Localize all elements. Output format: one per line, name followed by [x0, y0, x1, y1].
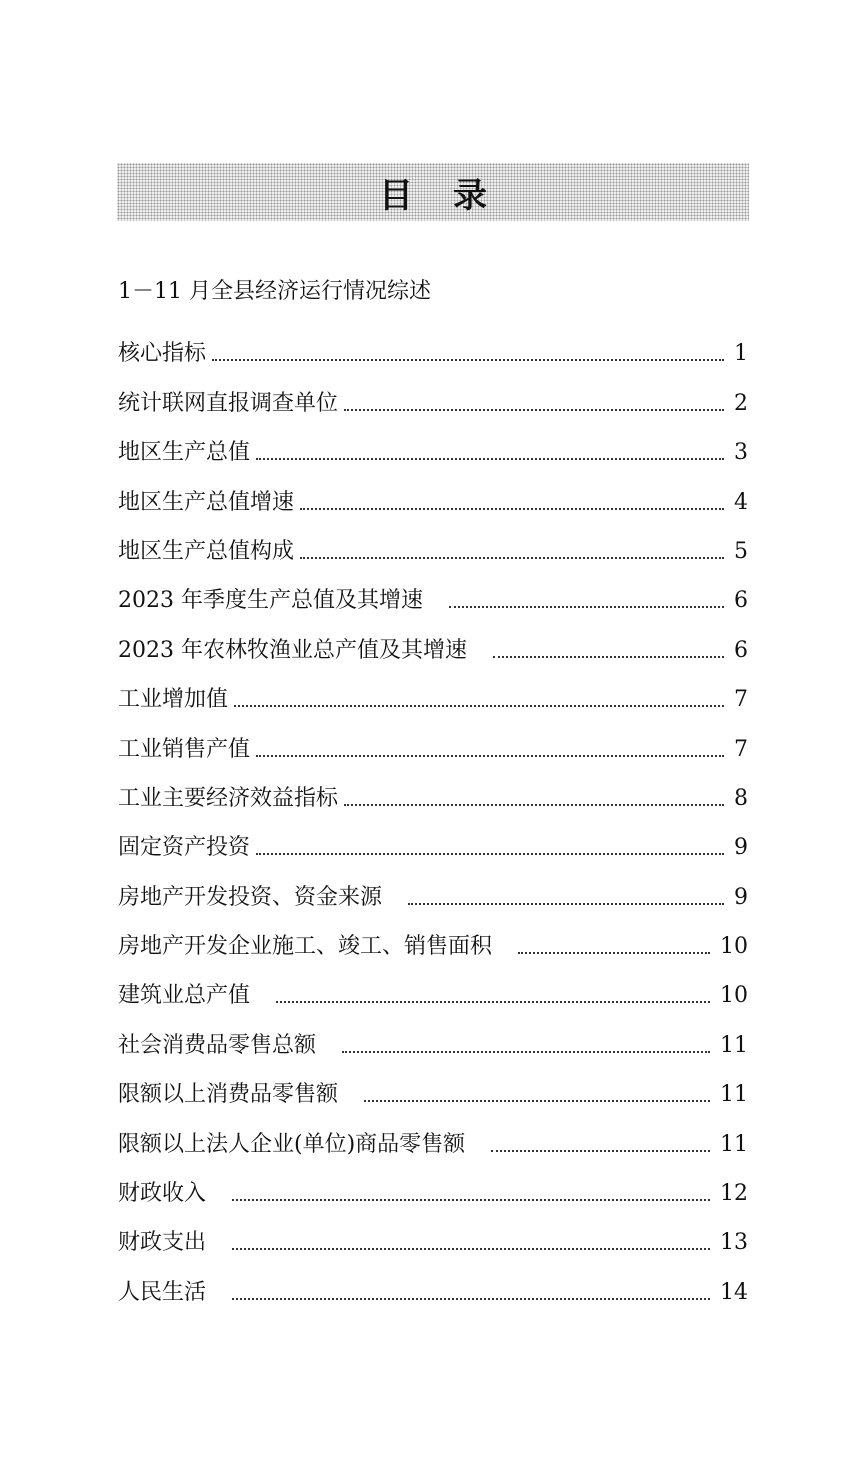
- toc-entry-page-number: 14: [720, 1279, 748, 1305]
- dot-leader: [344, 804, 724, 806]
- toc-entry-label: 房地产开发企业施工、竣工、销售面积: [118, 934, 493, 960]
- title-banner: [117, 163, 749, 221]
- toc-entry-label: 房地产开发投资、资金来源: [118, 884, 383, 910]
- toc-entry-page-number: 11: [720, 1082, 748, 1108]
- dot-leader: [408, 903, 724, 905]
- toc-entry[interactable]: [118, 916, 748, 965]
- toc-entry-page-number: 7: [734, 687, 748, 713]
- toc-entry-page-number: 4: [734, 489, 748, 515]
- toc-entry[interactable]: [118, 768, 748, 817]
- dot-leader: [344, 409, 724, 411]
- toc-entry-label: 核心指标: [118, 341, 207, 367]
- dot-leader: [342, 1051, 710, 1053]
- toc-entry[interactable]: [118, 1163, 748, 1212]
- toc-entry-label: 2023 年农林牧渔业总产值及其增速: [118, 637, 467, 663]
- toc-entry-label: 社会消费品零售总额: [118, 1032, 317, 1058]
- toc-entry-label: 地区生产总值增速: [118, 489, 295, 515]
- dot-leader: [232, 1298, 710, 1300]
- toc-entry-page-number: 10: [720, 934, 748, 960]
- dot-leader: [364, 1100, 710, 1102]
- toc-entry[interactable]: [118, 521, 748, 570]
- toc-entry[interactable]: [118, 372, 748, 421]
- toc-entry[interactable]: [118, 422, 748, 471]
- toc-entry-page-number: 6: [734, 637, 748, 663]
- dot-leader: [276, 1001, 710, 1003]
- toc-entry[interactable]: [118, 965, 748, 1014]
- toc-entry-label: 工业销售产值: [118, 736, 251, 762]
- toc-entry-label: 人民生活: [118, 1279, 207, 1305]
- toc-entry-label: 工业主要经济效益指标: [118, 785, 339, 811]
- page-title: 目录: [379, 175, 527, 216]
- toc-entry[interactable]: [118, 323, 748, 372]
- toc-entry-label: 财政支出: [118, 1230, 207, 1256]
- dot-leader: [493, 656, 724, 658]
- dot-leader: [256, 853, 724, 855]
- toc-entry-page-number: 6: [734, 588, 748, 614]
- toc-entry-page-number: 2: [734, 390, 748, 416]
- dot-leader: [232, 1199, 710, 1201]
- toc-entry[interactable]: [118, 1261, 748, 1310]
- toc-entry-label: 统计联网直报调查单位: [118, 390, 339, 416]
- dot-leader: [232, 1248, 710, 1250]
- dot-leader: [256, 458, 724, 460]
- toc-entry-page-number: 3: [734, 440, 748, 466]
- toc-entry-label: 地区生产总值构成: [118, 538, 295, 564]
- table-of-contents: [118, 323, 748, 1311]
- toc-entry[interactable]: [118, 718, 748, 767]
- dot-leader: [212, 359, 724, 361]
- toc-entry-label: 地区生产总值: [118, 440, 251, 466]
- toc-entry-page-number: 1: [734, 341, 748, 367]
- toc-entry-page-number: 10: [720, 983, 748, 1009]
- dot-leader: [518, 952, 710, 954]
- dot-leader: [300, 557, 724, 559]
- toc-entry-page-number: 8: [734, 785, 748, 811]
- toc-entry-page-number: 11: [720, 1032, 748, 1058]
- toc-entry[interactable]: [118, 669, 748, 718]
- dot-leader: [256, 755, 724, 757]
- dot-leader: [491, 1150, 710, 1152]
- toc-entry-label: 限额以上法人企业(单位)商品零售额: [118, 1131, 466, 1157]
- toc-entry-label: 工业增加值: [118, 687, 229, 713]
- toc-entry[interactable]: [118, 570, 748, 619]
- dot-leader: [234, 705, 724, 707]
- toc-entry-page-number: 11: [720, 1131, 748, 1157]
- toc-entry-page-number: 12: [720, 1181, 748, 1207]
- toc-entry-page-number: 9: [734, 884, 748, 910]
- toc-entry-page-number: 5: [734, 538, 748, 564]
- toc-entry[interactable]: [118, 817, 748, 866]
- toc-entry-label: 限额以上消费品零售额: [118, 1082, 339, 1108]
- toc-entry-page-number: 7: [734, 736, 748, 762]
- toc-entry[interactable]: [118, 1014, 748, 1063]
- toc-entry-label: 2023 年季度生产总值及其增速: [118, 588, 423, 614]
- toc-entry-label: 财政收入: [118, 1181, 207, 1207]
- toc-entry-label: 建筑业总产值: [118, 983, 251, 1009]
- toc-entry[interactable]: [118, 866, 748, 915]
- toc-entry[interactable]: [118, 619, 748, 668]
- dot-leader: [449, 606, 724, 608]
- toc-entry[interactable]: [118, 471, 748, 520]
- dot-leader: [300, 508, 724, 510]
- toc-entry[interactable]: [118, 1064, 748, 1113]
- section-heading: 1－11 月全县经济运行情况综述: [118, 279, 431, 304]
- toc-entry[interactable]: [118, 1212, 748, 1261]
- toc-entry-page-number: 9: [734, 835, 748, 861]
- toc-entry-page-number: 13: [720, 1230, 748, 1256]
- toc-entry[interactable]: [118, 1113, 748, 1162]
- toc-entry-label: 固定资产投资: [118, 835, 251, 861]
